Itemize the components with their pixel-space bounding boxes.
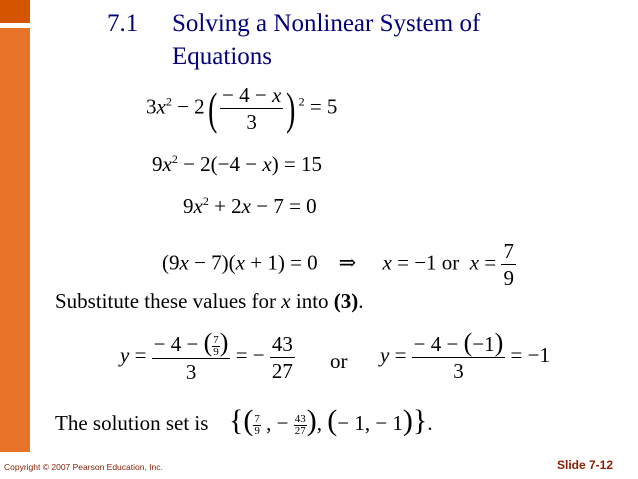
fraction: $\frac{- 4 - (-1)}{3}$ xyxy=(413,328,504,383)
fraction: − 4 − ( $\frac{7}{9}$ ) 3 xyxy=(153,328,229,384)
solution-set: {( $\frac{7}{9}$ , − $\frac{43}{27}$ ), (− 1, − 1)}. xyxy=(229,404,433,437)
accent-stripe-left xyxy=(0,28,30,452)
equation-step-1: $3x^2 - 2$( $\frac{- 4 - x}{3}$ ) $^2$ = 5 xyxy=(146,82,338,134)
y-value-1: y = − 4 − ( $\frac{7}{9}$ ) 3 = − $\frac{43}{27}$ xyxy=(120,328,293,384)
copyright-notice: Copyright © 2007 Pearson Education, Inc. xyxy=(4,462,163,472)
fraction: $\frac{- 4 - x}{3}$ xyxy=(222,83,282,134)
equation-factored: (9x − 7)(x + 1) = 0 ⇒ x = −1 or x = $\frac{7}{9}$ xyxy=(162,239,514,290)
slide-title-line2: Equations xyxy=(172,43,272,70)
equation-step-2: $9x^2 - 2(-4 - x) = 15$ xyxy=(152,152,323,176)
slide-title-line1: Solving a Nonlinear System of xyxy=(172,10,481,37)
section-number: 7.1 xyxy=(107,10,139,37)
accent-stripe-top xyxy=(0,0,30,23)
equation-step-3: $9x^2 + 2x - 7 = 0$ xyxy=(183,194,317,218)
or-word: or xyxy=(330,349,348,373)
solution-set-label: The solution set is xyxy=(55,411,209,435)
fraction: $\frac{43}{27}$ xyxy=(271,331,293,383)
fraction: $\frac{7}{9}$ xyxy=(503,239,514,290)
y-value-2: y = $\frac{- 4 - (-1)}{3}$ = −1 xyxy=(380,328,550,383)
substitute-instruction: Substitute these values for x into (3). xyxy=(55,289,364,313)
slide-number: Slide 7-12 xyxy=(557,458,614,472)
